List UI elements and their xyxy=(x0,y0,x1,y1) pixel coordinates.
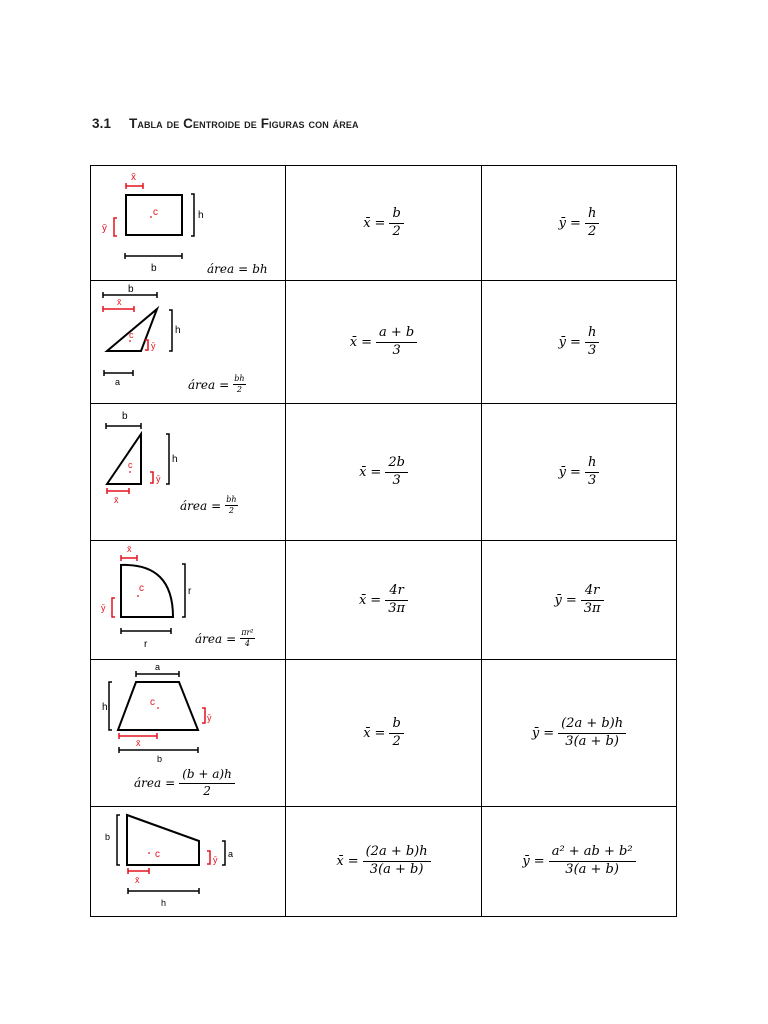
xbar-label: x̄ xyxy=(131,172,136,183)
a-label: a xyxy=(228,849,234,859)
ybar-symbol: ȳ xyxy=(558,215,567,231)
centroid-label: c xyxy=(153,207,158,218)
xbar-symbol: x̄ xyxy=(359,464,367,480)
ybar-symbol: ȳ xyxy=(558,334,567,350)
base-label: b xyxy=(128,284,134,295)
xbar-numerator: b xyxy=(392,715,401,731)
ybar-formula: ȳ = $\frac{h}{3}$ xyxy=(559,456,600,489)
ybar-cell xyxy=(482,660,676,806)
ybar-formula: ȳ = $\frac{4r}{3\pi}$ xyxy=(554,584,603,617)
centroid-label: c xyxy=(139,583,144,594)
section-heading xyxy=(92,116,359,131)
ybar-denominator: 3(a + b) xyxy=(565,862,619,877)
figure-cell-triangle-general xyxy=(91,281,285,403)
ybar-label: ȳ xyxy=(213,855,218,865)
ybar-formula: ȳ = $\frac{\text{a² + ab + b²}}{3(a + b)}$ xyxy=(522,845,635,878)
ybar-denominator: 3π xyxy=(583,600,601,616)
ybar-cell xyxy=(482,807,676,916)
base-label: b xyxy=(151,263,157,274)
area-formula: área = bh xyxy=(207,262,268,276)
quarter-circle-diagram xyxy=(91,541,285,659)
ybar-label: ȳ xyxy=(151,341,156,351)
ybar-denominator: 3(a + b) xyxy=(565,733,619,749)
area-lhs: área xyxy=(180,498,208,513)
xbar-label: x̄ xyxy=(135,875,140,885)
xbar-formula: x̄ = $\frac{(2a + b)h}{3(a + b)}$ xyxy=(336,845,430,878)
ybar-label: ȳ xyxy=(207,713,212,723)
ybar-numerator: (2a + b)h xyxy=(561,715,624,731)
ybar-cell xyxy=(482,541,676,659)
xbar-cell xyxy=(286,541,481,659)
ybar-formula: ȳ = $\frac{h}{3}$ xyxy=(559,326,600,359)
xbar-label: x̄ xyxy=(127,544,132,554)
ybar-cell xyxy=(482,281,676,403)
xbar-formula: x̄ = $\frac{2b}{3}$ xyxy=(359,456,408,489)
area-lhs: área xyxy=(195,631,223,646)
xbar-denominator: 3(a + b) xyxy=(369,862,424,877)
area-formula: área = $\frac{(b + a)h}{2}$ xyxy=(134,768,235,799)
area-numerator: (b + a)h xyxy=(182,767,232,781)
xbar-denominator: 2 xyxy=(392,733,401,749)
xbar-numerator: a + b xyxy=(379,324,415,340)
height-label: h xyxy=(175,325,181,336)
xbar-symbol: x̄ xyxy=(363,215,371,231)
xbar-formula: x̄ = $\frac{b}{2}$ xyxy=(363,207,404,240)
right-trapezoid-diagram xyxy=(91,807,285,916)
xbar-formula: x̄ = $\frac{4r}{3\pi}$ xyxy=(359,584,408,617)
xbar-formula: x̄ = $\frac{a + b}{3}$ xyxy=(350,326,417,359)
area-formula: área = $\frac{bh}{2}$ xyxy=(180,495,237,516)
area-numerator: πr² xyxy=(241,628,254,637)
height-label: h xyxy=(198,210,204,221)
ybar-denominator: 3 xyxy=(587,342,597,358)
xbar-denominator: 3 xyxy=(392,472,401,488)
xbar-numerator: (2a + b)h xyxy=(365,844,428,860)
figure-cell-rectangle xyxy=(91,166,285,280)
xbar-numerator: 4r xyxy=(389,582,404,598)
figure-cell-trapezoid xyxy=(91,660,285,806)
centroid-label: c xyxy=(128,460,133,470)
area-lhs: área xyxy=(188,377,216,392)
xbar-label: x̄ xyxy=(117,297,122,307)
height-label: h xyxy=(172,454,178,465)
xbar-symbol: x̄ xyxy=(358,592,367,608)
figure-cell-right-trapezoid xyxy=(91,807,285,916)
ybar-label: ȳ xyxy=(102,223,107,234)
xbar-denominator: 3π xyxy=(388,600,406,616)
xbar-symbol: x̄ xyxy=(363,725,371,741)
a-label: a xyxy=(155,662,161,672)
ybar-formula: ȳ = $\frac{h}{2}$ xyxy=(559,207,600,240)
ybar-symbol: ȳ xyxy=(522,854,530,869)
xbar-numerator: 2b xyxy=(388,454,405,470)
figure-cell-triangle-right xyxy=(91,404,285,540)
triangle-right-diagram xyxy=(91,404,285,540)
section-title: Tabla de Centroide de Figuras con área xyxy=(129,116,359,131)
area-denominator: 2 xyxy=(203,783,211,798)
area-lhs: área xyxy=(134,776,162,791)
xbar-symbol: x̄ xyxy=(349,334,358,350)
ybar-denominator: 2 xyxy=(587,223,597,239)
section-number: 3.1 xyxy=(92,116,112,131)
area-numerator: bh xyxy=(226,495,237,504)
radius-label-vertical: r xyxy=(188,586,192,597)
ybar-cell xyxy=(482,404,676,540)
ybar-numerator: h xyxy=(587,205,597,221)
area-numerator: bh xyxy=(234,374,245,383)
centroid-table xyxy=(90,165,677,917)
area-denominator: 4 xyxy=(244,639,250,649)
ybar-symbol: ȳ xyxy=(554,592,562,608)
figure-cell-quarter-circle xyxy=(91,541,285,659)
xbar-label: x̄ xyxy=(114,495,119,505)
centroid-label: c xyxy=(150,697,155,708)
ybar-numerator: a² + ab + b² xyxy=(551,844,633,860)
base-label: b xyxy=(157,754,163,764)
b-label: b xyxy=(105,832,111,842)
area-denominator: 2 xyxy=(236,385,242,395)
ybar-cell xyxy=(482,166,676,280)
xbar-cell xyxy=(286,166,481,280)
radius-label-horizontal: r xyxy=(144,639,148,650)
xbar-cell xyxy=(286,807,481,916)
xbar-denominator: 3 xyxy=(392,342,401,358)
area-formula: área = $\frac{\text{πr²}}{4}$ xyxy=(195,628,254,649)
xbar-label: x̄ xyxy=(136,738,141,748)
xbar-cell xyxy=(286,660,481,806)
ybar-numerator: 4r xyxy=(584,582,600,598)
xbar-numerator: b xyxy=(392,205,401,221)
centroid-label: c xyxy=(155,849,160,860)
xbar-formula: x̄ = $\frac{b}{2}$ xyxy=(363,717,404,750)
xbar-cell xyxy=(286,404,481,540)
xbar-denominator: 2 xyxy=(392,223,401,239)
area-expr: bh xyxy=(252,262,268,276)
ybar-label: ȳ xyxy=(156,474,161,484)
height-label: h xyxy=(102,702,108,713)
ybar-denominator: 3 xyxy=(587,472,597,488)
ybar-symbol: ȳ xyxy=(558,464,567,480)
ybar-numerator: h xyxy=(587,454,597,470)
a-label: a xyxy=(115,377,121,387)
area-denominator: 2 xyxy=(228,506,234,516)
ybar-numerator: h xyxy=(587,324,597,340)
height-label: h xyxy=(161,898,167,908)
area-lhs: área xyxy=(207,262,235,276)
xbar-cell xyxy=(286,281,481,403)
ybar-formula: ȳ = $\frac{(2a + b)h}{3(a + b)}$ xyxy=(532,717,626,750)
ybar-label: ȳ xyxy=(101,603,106,613)
base-label: b xyxy=(122,411,128,422)
xbar-symbol: x̄ xyxy=(336,854,344,869)
ybar-symbol: ȳ xyxy=(531,725,540,741)
area-formula: área = $\frac{bh}{2}$ xyxy=(188,374,245,395)
centroid-label: c xyxy=(129,330,134,340)
